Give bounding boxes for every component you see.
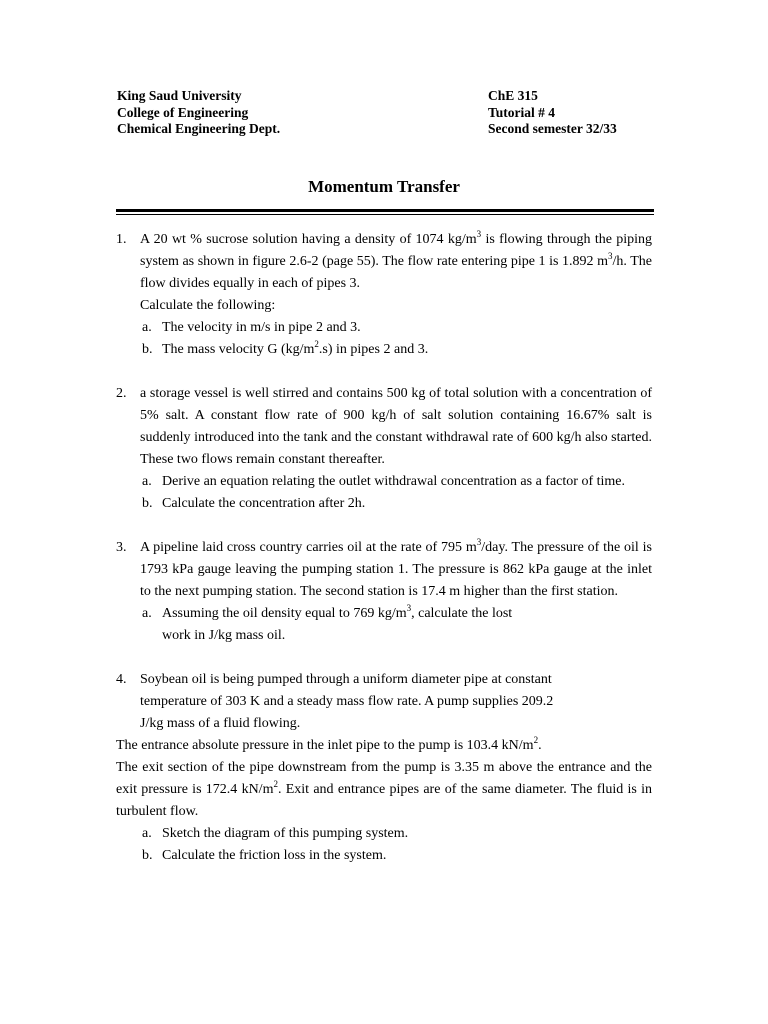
- question-3-part-a: a. Assuming the oil density equal to 769 $kg/m^3$, calculate the lost work in J/kg mass oil.: [142, 603, 513, 643]
- title-rule-thin: [116, 214, 654, 215]
- question-4-line-3: J/kg mass of a fluid flowing.: [140, 716, 301, 731]
- question-4-paragraph-2: The exit section of the pipe downstream from the pump is 3.35 m above the entrance and the exit pressure is 172.4 $kN/m^2$. Exit and entrance pipes are of the same diameter. The fluid is in turbulent flow.: [116, 760, 653, 819]
- questions: [116, 229, 652, 867]
- question-4: [116, 669, 652, 735]
- question-1-part-b: b. The mass velocity G $(kg/m^2.s)$ in pipes 2 and 3.: [142, 339, 429, 357]
- title-rule-thick: [116, 209, 654, 212]
- document-title: Momentum Transfer: [308, 177, 460, 196]
- question-number: 2.: [116, 386, 127, 401]
- question-1-text: A 20 wt % sucrose solution having a density of 1074 $kg/m^3$ is flowing through the piping system as shown in figure 2.6-2 (page 55). The flow rate entering pipe 1 is 1.892 $m^3/h$. The flow divides equally in each of pipes 3.: [140, 229, 652, 291]
- question-2-part-a: a. Derive an equation relating the outlet withdrawal concentration as a factor of time.: [142, 474, 625, 489]
- question-3-text: A pipeline laid cross country carries oil at the rate of 795 $m^3$/day. The pressure of the oil is 1793 kPa gauge leaving the pumping station 1. The pressure is 862 kPa gauge at the inlet to the next pumping station. The second station is 17.4 m higher than the first station.: [140, 537, 652, 599]
- question-2-text: a storage vessel is well stirred and contains 500 kg of total solution with a concentration of 5% salt. A constant flow rate of 900 kg/h of salt solution containing 16.67% salt is suddenly introduced into the tank and the constant withdrawal rate of 600 kg/h also started. These two flows remain constant thereafter.: [140, 386, 652, 467]
- university-name: King Saud University: [117, 88, 242, 103]
- question-4-paragraph-1: The entrance absolute pressure in the inlet pipe to the pump is 103.4 $kN/m^2$.: [116, 735, 542, 753]
- question-2: [116, 383, 652, 515]
- question-4-part-b: b. Calculate the friction loss in the system.: [142, 848, 387, 863]
- tutorial-number: Tutorial # 4: [488, 104, 556, 120]
- question-1-part-a: a. The velocity in m/s in pipe 2 and 3.: [142, 320, 361, 335]
- header-course: [488, 88, 617, 138]
- course-code: ChE 315: [488, 88, 538, 103]
- question-number: 3.: [116, 540, 127, 555]
- question-1-instruction: Calculate the following:: [140, 298, 276, 313]
- department-name: Chemical Engineering Dept.: [117, 121, 281, 136]
- semester: Second semester 32/33: [488, 121, 617, 136]
- question-4-line-1: Soybean oil is being pumped through a uniform diameter pipe at constant: [140, 672, 552, 687]
- question-4-line-2: temperature of 303 K and a steady mass flow rate. A pump supplies 209.2: [140, 694, 554, 709]
- question-number: 4.: [116, 672, 127, 687]
- college-name: College of Engineering: [117, 104, 249, 120]
- question-3: [116, 537, 652, 647]
- question-number: 1.: [116, 232, 127, 247]
- question-2-part-b: b. Calculate the concentration after 2h.: [142, 496, 366, 511]
- question-4-part-a: a. Sketch the diagram of this pumping system.: [142, 826, 409, 841]
- header-institution: [117, 88, 280, 138]
- question-1: [116, 229, 652, 361]
